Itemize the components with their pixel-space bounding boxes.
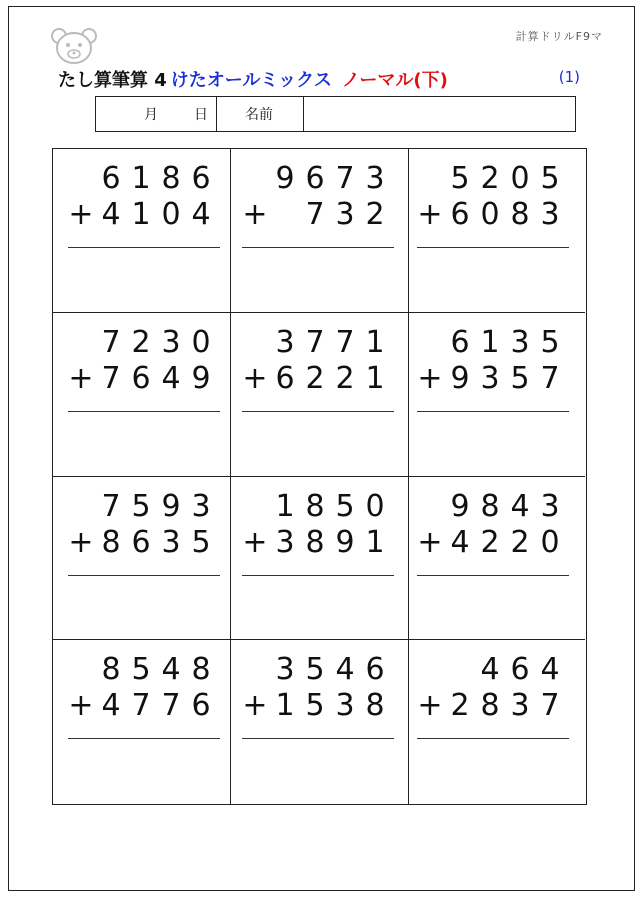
plus-sign: + (242, 360, 268, 396)
answer-line (417, 738, 569, 739)
answer-line (68, 247, 220, 248)
digit (270, 197, 300, 232)
digit: 1 (365, 360, 385, 396)
plus-sign: + (417, 360, 443, 396)
digit: 1 (365, 524, 385, 560)
digit: 3 (161, 324, 181, 360)
digit: 5 (131, 488, 151, 524)
answer-line (68, 738, 220, 739)
problem-cell (231, 477, 409, 641)
digit: 6 (450, 324, 470, 360)
problem-cell (231, 640, 409, 804)
digit: 0 (161, 197, 181, 232)
name-date-table (95, 96, 576, 132)
digit: 8 (101, 652, 121, 688)
plus-sign: + (68, 524, 94, 560)
answer-line (242, 575, 394, 576)
digit: 4 (101, 688, 121, 724)
problem-cell (53, 149, 231, 313)
addend-bottom (240, 361, 390, 396)
title-part-operation: たし算筆算 4 (58, 70, 167, 91)
digit: 3 (191, 488, 211, 524)
digit: 0 (365, 488, 385, 524)
addend-top (270, 325, 390, 360)
addend-bottom (240, 688, 390, 723)
digit: 9 (275, 161, 295, 196)
worksheet-source-label: 計算ドリルF9マ (515, 30, 603, 43)
digit: 4 (480, 652, 500, 688)
problem-cell (231, 313, 409, 477)
digit: 7 (161, 688, 181, 724)
addend-bottom (240, 525, 390, 560)
digit: 7 (131, 688, 151, 724)
digit: 8 (161, 161, 181, 196)
digit: 9 (161, 488, 181, 524)
answer-line (417, 247, 569, 248)
digit: 7 (101, 324, 121, 360)
digit: 7 (305, 324, 325, 360)
digit: 7 (101, 360, 121, 396)
plus-sign: + (68, 688, 94, 724)
digit: 3 (275, 652, 295, 688)
digit: 7 (540, 688, 560, 724)
digit: 2 (480, 524, 500, 560)
digit: 7 (335, 324, 355, 360)
digit (445, 652, 475, 687)
digit: 2 (450, 688, 470, 724)
digit: 1 (275, 688, 295, 724)
digit: 6 (191, 161, 211, 196)
problem-cell (409, 640, 585, 804)
digit: 3 (275, 524, 295, 560)
addend-top (270, 161, 390, 196)
digit: 4 (510, 488, 530, 524)
digit: 3 (275, 324, 295, 360)
digit: 6 (450, 197, 470, 232)
digit: 8 (365, 688, 385, 724)
digit: 7 (540, 360, 560, 396)
digit: 6 (275, 360, 295, 396)
digit: 0 (510, 161, 530, 196)
date-field (96, 97, 217, 131)
addend-top (445, 652, 565, 687)
digit: 3 (480, 360, 500, 396)
digit: 4 (101, 197, 121, 232)
addend-top (445, 325, 565, 360)
problem-cell (409, 313, 585, 477)
digit: 6 (510, 652, 530, 688)
addend-bottom (66, 361, 216, 396)
digit: 5 (131, 652, 151, 688)
digit: 9 (335, 524, 355, 560)
addend-bottom (66, 525, 216, 560)
day-label: 日 (194, 107, 208, 123)
digit: 0 (540, 524, 560, 560)
digit: 6 (131, 524, 151, 560)
addend-bottom (415, 525, 565, 560)
problem-cell (53, 313, 231, 477)
digit: 4 (161, 652, 181, 688)
problem-cell (409, 477, 585, 641)
digit: 5 (191, 524, 211, 560)
digit: 6 (191, 688, 211, 724)
answer-line (417, 411, 569, 412)
digit: 5 (305, 688, 325, 724)
problem-grid (52, 148, 587, 805)
addend-bottom (66, 688, 216, 723)
addend-top (270, 489, 390, 524)
plus-sign: + (417, 524, 443, 560)
digit: 5 (305, 652, 325, 688)
problem-cell (231, 149, 409, 313)
digit: 2 (335, 360, 355, 396)
answer-line (68, 575, 220, 576)
plus-sign: + (242, 688, 268, 724)
name-field (304, 97, 575, 131)
digit: 7 (335, 161, 355, 196)
digit: 8 (510, 197, 530, 232)
digit: 3 (335, 688, 355, 724)
digit: 1 (275, 488, 295, 524)
digit: 4 (335, 652, 355, 688)
answer-line (242, 738, 394, 739)
addend-bottom (240, 197, 390, 232)
digit: 4 (191, 197, 211, 232)
digit: 2 (510, 524, 530, 560)
digit: 8 (101, 524, 121, 560)
addend-bottom (415, 197, 565, 232)
digit: 6 (305, 161, 325, 196)
digit: 2 (365, 197, 385, 232)
answer-line (68, 411, 220, 412)
digit: 5 (510, 360, 530, 396)
digit: 2 (480, 161, 500, 196)
digit: 3 (510, 324, 530, 360)
digit: 0 (480, 197, 500, 232)
answer-line (242, 247, 394, 248)
plus-sign: + (242, 197, 268, 232)
digit: 2 (305, 360, 325, 396)
digit: 4 (540, 652, 560, 688)
problem-cell (53, 477, 231, 641)
plus-sign: + (68, 197, 94, 232)
sheet-number: (1) (558, 68, 580, 86)
digit: 7 (101, 488, 121, 524)
answer-line (417, 575, 569, 576)
addend-bottom (415, 361, 565, 396)
plus-sign: + (417, 197, 443, 232)
answer-line (242, 411, 394, 412)
name-label: 名前 (217, 97, 304, 131)
digit: 6 (365, 652, 385, 688)
digit: 1 (131, 197, 151, 232)
title-part-level: ノーマル(下) (341, 70, 448, 91)
addend-bottom (415, 688, 565, 723)
digit: 3 (540, 197, 560, 232)
plus-sign: + (417, 688, 443, 724)
title-part-digits: けたオールミックス (170, 70, 332, 91)
digit: 3 (161, 524, 181, 560)
digit: 8 (480, 688, 500, 724)
digit: 5 (335, 488, 355, 524)
digit: 4 (161, 360, 181, 396)
digit: 3 (335, 197, 355, 232)
bear-logo-icon (50, 26, 98, 66)
addend-top (96, 161, 216, 196)
problem-cell (53, 640, 231, 804)
digit: 9 (191, 360, 211, 396)
digit: 9 (450, 360, 470, 396)
digit: 6 (131, 360, 151, 396)
digit: 5 (540, 324, 560, 360)
digit: 4 (450, 524, 470, 560)
plus-sign: + (68, 360, 94, 396)
digit: 3 (510, 688, 530, 724)
digit: 5 (540, 161, 560, 196)
digit: 1 (365, 324, 385, 360)
digit: 5 (450, 161, 470, 196)
digit: 8 (191, 652, 211, 688)
addend-bottom (66, 197, 216, 232)
digit: 3 (365, 161, 385, 196)
digit: 1 (480, 324, 500, 360)
addend-top (96, 489, 216, 524)
plus-sign: + (242, 524, 268, 560)
digit: 3 (540, 488, 560, 524)
digit: 1 (131, 161, 151, 196)
digit: 8 (305, 524, 325, 560)
month-label: 月 (144, 107, 158, 123)
digit: 8 (305, 488, 325, 524)
digit: 0 (191, 324, 211, 360)
addend-top (445, 489, 565, 524)
addend-top (96, 325, 216, 360)
digit: 6 (101, 161, 121, 196)
addend-top (96, 652, 216, 687)
problem-cell (409, 149, 585, 313)
digit: 7 (305, 197, 325, 232)
digit: 8 (480, 488, 500, 524)
addend-top (445, 161, 565, 196)
digit: 9 (450, 488, 470, 524)
worksheet-title (58, 66, 588, 94)
digit: 2 (131, 324, 151, 360)
addend-top (270, 652, 390, 687)
